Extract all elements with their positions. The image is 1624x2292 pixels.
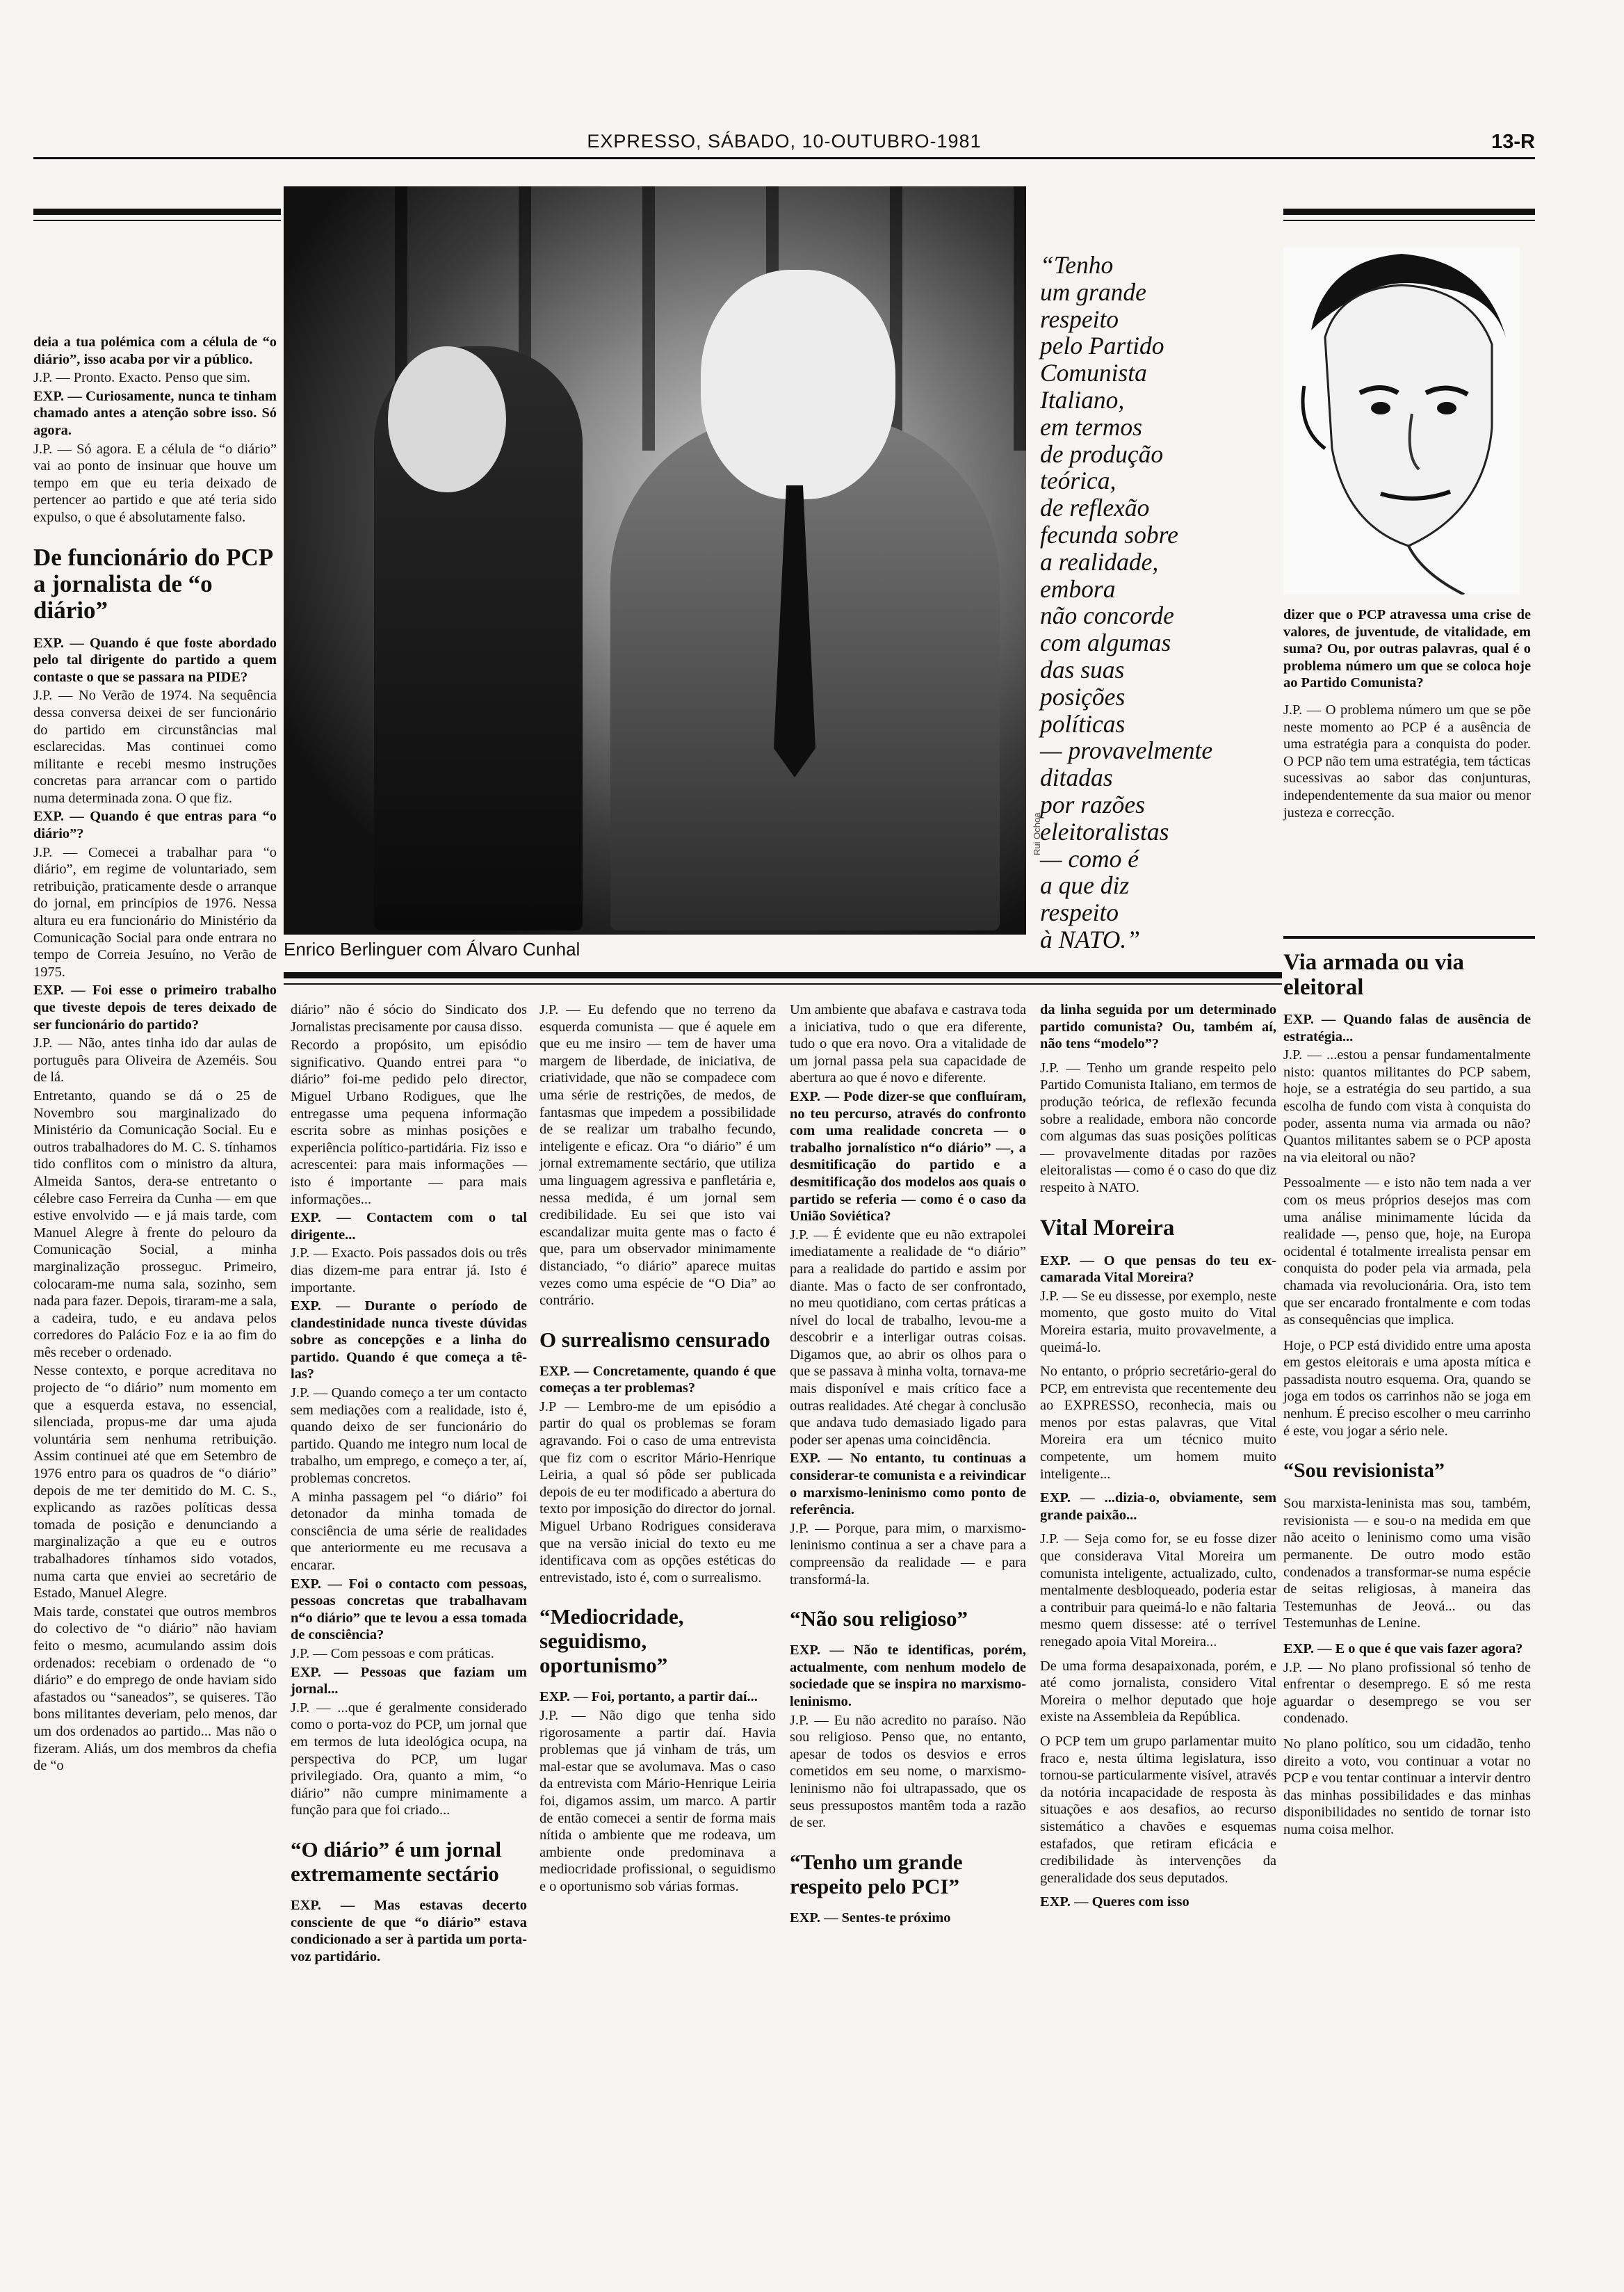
pull-quote-line: um grande: [1040, 277, 1146, 306]
answer: J.P. — Seja como for, se eu fosse dizer que considerava Vital Moreira um comunista inteligente, actualizado, culto, mentalmente desbloqueado, poderia estar a contribuir para queimá-lo e não faltaria mesmo quem dissesse: até o terrível renegado apoia Vital Moreira...: [1040, 1531, 1276, 1649]
answer: J.P. — No Verão de 1974. Na sequência dessa conversa deixei de ser funcionário do partido em circunstâncias mal esclarecidas. Mas continuei como militante e recebi mesmo instruções concretas para arrancar com o partido numa determinada zona. O que fiz.: [33, 688, 277, 806]
paragraph: diário” não é sócio do Sindicato dos Jornalistas precisamente por causa disso.: [291, 1002, 527, 1035]
column-6-top: [1283, 606, 1531, 823]
pull-quote-line: eleitoralistas: [1040, 817, 1169, 846]
answer: J.P. — Eu defendo que no terreno da esquerda comunista — que é aquele em que eu me insiro — tem de haver uma margem de liberdade, de iniciativa, de criatividade, que não se compadece com uma série de restrições, de medos, de fantasmas que impedem a possibilidade de se realizar um trabalho fecundo, inteligente e eficaz. Ora “o diário” é um jornal extremamente sectário, que utiliza uma linguagem agressiva e panfletária e, nessa medida, é um jornal sem credibilidade. Eu sei que isto vai escandalizar muita gente mas o facto é que, para um observador minimamente distanciado, “o diário” aparece muitas vezes como uma espécie de “O Dia” ao contrário.: [539, 1002, 776, 1309]
pull-quote-line: pelo Partido: [1040, 332, 1164, 360]
section-rule-thin: [284, 983, 1282, 985]
answer: J.P. — Exacto. Pois passados dois ou três dias dizem-me para entrar já. Isto é importante.: [291, 1245, 527, 1296]
question: EXP. — E o que é que vais fazer agora?: [1283, 1641, 1523, 1656]
paragraph: Recordo a propósito, um episódio significativo. Quando entrei para “o diário” foi-me pedido pelo director, Miguel Urbano Rodigues, que lhe entregasse uma pequena informação escrita sobre as minhas posições e experiência político-partidária. Fiz isso e acrescentei: para mais informações — isto é importante — para mais informações...: [291, 1038, 527, 1207]
paragraph: Um ambiente que abafava e castrava toda a iniciativa, tudo o que era diferente, tudo o que era novo. Ora a vitalidade de um jornal passa pela sua capacidade de abertura ao que é novo e diferente.: [790, 1002, 1026, 1086]
subheading: “O diário” é um jornal extremamente sectário: [291, 1837, 502, 1886]
answer: J.P. — Comecei a trabalhar para “o diário”, em regime de voluntariado, sem retribuição, praticamente desde o arranque do jornal, em princípios de 1976. Nessa altura eu era funcionário do Ministério da Comunicação Social para onde entrara no tempo de Correia Jesuíno, no Verão de 1975.: [33, 844, 277, 980]
col1-top-rule-thick: [33, 209, 281, 215]
paragraph: De uma forma desapaixonada, porém, e até como jornalista, considero Vital Moreira o melhor deputado que hoje existe na Assembleia da República.: [1040, 1658, 1276, 1725]
answer: J.P. — ...estou a pensar fundamentalmente nisto: quantos militantes do PCP sabem, hoje, se a estratégia do seu partido, a sua escolha de fundo com vista à conquista do poder, assenta numa via armada ou não? Quantos militantes sabem se o PCP aposta na via eleitoral ou não?: [1283, 1047, 1531, 1165]
pull-quote-line: a realidade,: [1040, 547, 1159, 576]
question: EXP. — Pessoas que faziam um jornal...: [291, 1664, 527, 1697]
subheading: Vital Moreira: [1040, 1215, 1175, 1241]
question: EXP. — Quando é que foste abordado pelo tal dirigente do partido a quem contaste o que se passara na PIDE?: [33, 635, 277, 685]
question: EXP. — O que pensas do teu ex-camarada Vital Moreira?: [1040, 1252, 1276, 1286]
pull-quote-line: “Tenho: [1040, 251, 1114, 279]
section-rule-thick: [284, 972, 1282, 978]
answer: J.P — Lembro-me de um episódio a partir do qual os problemas se foram agravando. Foi o caso de uma entrevista que fiz com o escritor Mário-Henrique Leiria, a qual só pôde ser publicada depois de eu ter modificado a abertura do texto por imposição do director do jornal. Miguel Urbano Rodrigues considerava que na versão inicial do texto eu me identificava com as opções estéticas do entrevistado, isto é, com o surrealismo.: [539, 1398, 776, 1585]
answer: J.P. — É evidente que eu não extrapolei imediatamente a realidade de “o diário” para a realidade do partido e assim por diante. Mas o facto de ser confrontado, no meu quotidiano, com certas práticas a nível do local de trabalho, levou-me a descobrir e a interligar outras coisas. Digamos que, ao abrir os olhos para o que se passava à minha volta, tornava-me mais disponível e mais crítico face a outras realidades. Até chegar à conclusão que andava tudo demasiado ligado para poder ser apenas uma coincidência.: [790, 1227, 1026, 1448]
answer: J.P. — Só agora. E a célula de “o diário” vai ao ponto de insinuar que houve um tempo em que eu teria deixado de pertencer ao partido e que até teria sido expulso, o que é absolutamente falso.: [33, 441, 277, 525]
column-6-bottom: [1283, 944, 1531, 1840]
page-number: 13-R: [1491, 131, 1535, 153]
pull-quote-line: com algumas: [1040, 629, 1171, 657]
paragraph: Hoje, o PCP está dividido entre uma aposta em gestos eleitorais e uma aposta mítica e passadista noutro esquema. Ora, quando se joga em todos os carrinhos não se joga em nenhum. É preciso escolher o meu carrinho é este, vou jogar a sério nele.: [1283, 1337, 1531, 1439]
pull-quote-line: por razões: [1040, 790, 1145, 818]
question: EXP. — Sentes-te próximo: [790, 1910, 951, 1926]
answer: J.P. — Se eu dissesse, por exemplo, neste momento, que gosto muito do Vital Moreira estaria, muito provavelmente, a queimá-lo.: [1040, 1288, 1276, 1355]
col1-top-rule-thin: [33, 220, 281, 221]
paragraph: Pessoalmente — e isto não tem nada a ver com os meus próprios desejos mas com uma análise minimamente lúcida da realidade —, penso que, hoje, na Europa ocidental é totalmente irrealista pensar em conquista do poder pela via armada, pela chamada via revolucionária. Ora, isto tem que ser encarado frontalmente e com todas as consequências que implica.: [1283, 1175, 1531, 1328]
question: EXP. — Quando é que entras para “o diário”?: [33, 809, 277, 842]
question: EXP. — No entanto, tu continuas a considerar-te comunista e a reivindicar o marxismo-leninismo como ponto de referência.: [790, 1451, 1026, 1518]
subheading: “Mediocridade, seguidismo, oportunismo”: [539, 1604, 684, 1678]
pull-quote-line: políticas: [1040, 709, 1126, 738]
photo-caption: Enrico Berlinguer com Álvaro Cunhal: [284, 939, 580, 960]
question: EXP. — Foi esse o primeiro trabalho que tiveste depois de teres deixado de ser funcionário do partido?: [33, 983, 277, 1033]
col6-mid-rule: [1283, 936, 1535, 939]
pull-quote-line: fecunda sobre: [1040, 520, 1178, 549]
question: EXP. — Mas estavas decerto consciente de que “o diário” estava condicionado a ser à partida um porta-voz partidário.: [291, 1897, 527, 1964]
col6-top-rule-thin: [1283, 220, 1535, 221]
photo-credit: Rui Ochoa: [1032, 812, 1042, 855]
answer: J.P. — Eu não acredito no paraíso. Não sou religioso. Penso que, no entanto, apesar de todos os desvios e erros cometidos em seu nome, o marxismo-leninismo não foi ultrapassado, que os seus pressupostos mantêm toda a razão de ser.: [790, 1712, 1026, 1831]
pull-quote-line: embora: [1040, 574, 1116, 603]
question: EXP. — Foi, portanto, a partir daí...: [539, 1689, 758, 1705]
answer: J.P. — Pronto. Exacto. Penso que sim.: [33, 370, 251, 386]
subheading: Via armada ou via eleitoral: [1283, 950, 1465, 1000]
photo-face-right: [701, 270, 895, 499]
publication-line: EXPRESSO, SÁBADO, 10-OUTUBRO-1981: [587, 131, 982, 152]
paragraph: O PCP tem um grupo parlamentar muito fraco e, nesta última legislatura, isso tornou-se particularmente visível, através da notória incapacidade de resposta às situações e aos desafios, ao recurso sistemático a chavões e esquemas estafados, que retiram eficácia e credibilidade às intervenções da generalidade dos seus deputados.: [1040, 1733, 1276, 1886]
pull-quote-line: não concorde: [1040, 602, 1174, 630]
question: dizer que o PCP atravessa uma crise de valores, de juventude, de vitalidade, em suma? Ou, por outras palavras, qual é o problema número um que se coloca hoje ao Partido Comunista?: [1283, 607, 1531, 691]
portrait-photo: [1283, 247, 1520, 595]
question: EXP. — Concretamente, quando é que começas a ter problemas?: [539, 1363, 776, 1396]
answer: J.P. — Não digo que tenha sido rigorosamente a partir daí. Havia problemas que já vinham de trás, um mal-estar que se avolumava. Mas o caso da entrevista com Mário-Henrique Leiria foi, digamos assim, um marco. A partir de então comecei a sentir de forma mais nítida o ambiente que me rodeava, um ambiente onde predominava a mediocridade profissional, o seguidismo e o oportunismo sob várias formas.: [539, 1708, 776, 1894]
question: EXP. — Quando falas de ausência de estratégia...: [1283, 1012, 1531, 1044]
question: EXP. — ...dizia-o, obviamente, sem grande paixão...: [1040, 1490, 1276, 1523]
pull-quote-line: das suas: [1040, 655, 1125, 684]
page-header: [33, 131, 1535, 159]
question: EXP. — Durante o período de clandestinidade nunca tiveste dúvidas sobre as concepções e a linha do partido. Quando é que começa a tê-las?: [291, 1298, 527, 1382]
paragraph: No plano político, sou um cidadão, tenho direito a voto, vou continuar a votar no PCP e vou tentar continuar a intervir dentro das minhas possibilidades e das minhas disponibilidades no sentido de tornar isto numa coisa melhor.: [1283, 1736, 1531, 1837]
pull-quote-line: Comunista: [1040, 359, 1147, 387]
subheading: O surrealismo censurado: [539, 1327, 770, 1352]
pull-quote-line: posições: [1040, 682, 1126, 711]
main-photo: [284, 186, 1026, 935]
question: EXP. — Contactem com o tal dirigente...: [291, 1210, 527, 1243]
paragraph: Entretanto, quando se dá o 25 de Novembro sou marginalizado do Ministério da Comunicação Social. Eu e outros trabalhadores do M. C. S. tínhamos tido conflitos com o ministro da altura, Almeida Santos, dera-se entretanto o célebre caso Ferreira da Cunha — em que estive envolvido — e já mais tarde, com Manuel Alegre à frente do pelouro da Comunicação Social, a minha marginalização prosseguc. Primeiro, colocaram-me numa sala, sozinho, sem nada para fazer. Depois, tiraram-me a sala, a cadeira, tudo, e eu andava pelos corredores do Palácio Foz e ia ao fim do mês receber o ordenado.: [33, 1088, 277, 1360]
paragraph: Sou marxista-leninista mas sou, também, revisionista — e sou-o na medida em que não aceito o leninismo como uma visão permanente. De outro modo estão condenados a transformar-se numa espécie de seitas religiosas, à maneira das Testemunhas de Jeová... ou das Testemunhas de Lenine.: [1283, 1496, 1531, 1631]
paragraph: Mais tarde, constatei que outros membros do colectivo de “o diário” não haviam feito o mesmo, acumulando assim dois ordenados: recebiam o ordenado de “o diário” e do emprego de onde haviam sido afastados ou “saneados”, se quiseres. Tão bons militantes deveriam, pelo menos, dar um dos ordenados ao partido... Mas não o fizeram. Aliás, um dos membros da chefia de “o: [33, 1604, 277, 1774]
question: EXP. — Não te identificas, porém, actualmente, com nenhum modelo de sociedade que se inspira no marxismo-leninismo.: [790, 1643, 1026, 1709]
pull-quote: [1040, 252, 1276, 953]
answer: J.P. — Quando começo a ter um contacto sem mediações com a realidade, isto é, quando deixo de ser funcionário do partido. Quando me integro num local de trabalho, um emprego, e começo a ter, aí, problemas concretos.: [291, 1385, 527, 1487]
pull-quote-line: teórica,: [1040, 467, 1116, 495]
question: EXP. — Pode dizer-se que confluíram, no teu percurso, através do confronto com uma realidade concreta — o trabalho jornalístico n“o diário” —, a desmitificação do partido e a desmitificação dos modelos aos quais o partido se referia — como é o caso da União Soviética?: [790, 1088, 1026, 1225]
pull-quote-line: de reflexão: [1040, 494, 1150, 522]
pull-quote-line: Italiano,: [1040, 385, 1125, 414]
pull-quote-line: respeito: [1040, 305, 1119, 333]
question: deia a tua polémica com a célula de “o diário”, isso acaba por vir a público.: [33, 334, 277, 367]
answer: J.P. — O problema número um que se põe neste momento ao PCP é a ausência de uma estratégia para a conquista do poder. O PCP não tem uma estratégia, tem tácticas sucessivas ao sabor das conjunturas, independentemente da sua maior ou menor justeza e correcção.: [1283, 702, 1531, 821]
paragraph: No entanto, o próprio secretário-geral do PCP, em entrevista que recentemente deu ao EXPRESSO, reconhecia, mais ou menos por estas palavras, que Vital Moreira era um técnico muito competente, um homem muito inteligente...: [1040, 1364, 1276, 1482]
question: EXP. — Curiosamente, nunca te tinham chamado antes a atenção sobre isso. Só agora.: [33, 388, 277, 438]
answer: J.P. — Com pessoas e com práticas.: [291, 1645, 494, 1661]
column-1-top: [33, 334, 277, 1776]
subheading: De funcionário do PCP a jornalista de “o diário”: [33, 543, 273, 624]
answer: J.P. — Tenho um grande respeito pelo Partido Comunista Italiano, em termos de produção teórica, de reflexão fecunda sobre a realidade, embora não concorde com algumas das suas posições políticas — provavelmente ditadas por razões eleitoralistas — como é o caso do que diz respeito à NATO.: [1040, 1060, 1276, 1195]
column-5: [1040, 1001, 1276, 1912]
column-3: [539, 1001, 776, 1897]
subheading: “Tenho um grande respeito pelo PCI”: [790, 1849, 963, 1898]
question: EXP. — Queres com isso: [1040, 1894, 1189, 1910]
pull-quote-line: — como é: [1040, 844, 1139, 873]
pull-quote-line: a que diz: [1040, 871, 1130, 900]
portrait-drawing: [1283, 247, 1520, 595]
column-2: [291, 1001, 527, 1967]
col6-top-rule-thick: [1283, 209, 1535, 215]
column-4: [790, 1001, 1026, 1928]
paragraph: Nesse contexto, e porque acreditava no projecto de “o diário” num momento em que a esquerda estava, no essencial, silenciada, propus-me dar uma ajuda voluntária sem nenhuma retribuição. Assim continuei até que em Setembro de 1976 entro para os quadros de “o diário” depois de me ter demitido do M. C. S., explicando as razões políticas dessa tomada de posição e denunciando a marginalização a que eu e outros trabalhadores tínhamos sido votados, numa carta que enviei ao secretário de Estado, Manuel Alegre.: [33, 1363, 277, 1601]
photo-face-left: [388, 346, 506, 492]
pull-quote-line: à NATO.”: [1040, 925, 1141, 953]
question: EXP. — Foi o contacto com pessoas, pessoas concretas que trabalhavam n“o diário” que te levou a essa tomada de consciência?: [291, 1576, 527, 1643]
question: da linha seguida por um determinado partido comunista? Ou, também aí, não tens “modelo”?: [1040, 1002, 1276, 1052]
answer: J.P. — No plano profissional só tenho de enfrentar o desemprego. E só me resta aguardar o desemprego se vou ser condenado.: [1283, 1659, 1531, 1727]
answer: J.P. — Não, antes tinha ido dar aulas de português para Oliveira de Azeméis. Sou de lá.: [33, 1035, 277, 1086]
answer: J.P. — ...que é geralmente considerado como o porta-voz do PCP, um jornal que em termos de luta ideológica ocupa, na perspectiva do PCP, um lugar privilegiado. Ora, quanto a mim, “o diário” não cumpre minimamente a função para que foi criado...: [291, 1700, 527, 1818]
pull-quote-line: de produção: [1040, 439, 1164, 468]
pull-quote-line: respeito: [1040, 898, 1119, 927]
answer: J.P. — Porque, para mim, o marxismo-leninismo continua a ser a chave para a compreensão da realidade — e para transformá-la.: [790, 1520, 1026, 1588]
header-rule: [33, 157, 1535, 159]
pull-quote-line: em termos: [1040, 412, 1142, 441]
paragraph: A minha passagem pel “o diário” foi detonador da minha tomada de consciência de uma série de realidades que anteriormente eu me recusava a encarar.: [291, 1489, 527, 1573]
pull-quote-line: ditadas: [1040, 764, 1113, 792]
subheading: “Não sou religioso”: [790, 1606, 968, 1631]
subheading: “Sou revisionista”: [1283, 1459, 1445, 1483]
pull-quote-line: — provavelmente: [1040, 736, 1213, 765]
